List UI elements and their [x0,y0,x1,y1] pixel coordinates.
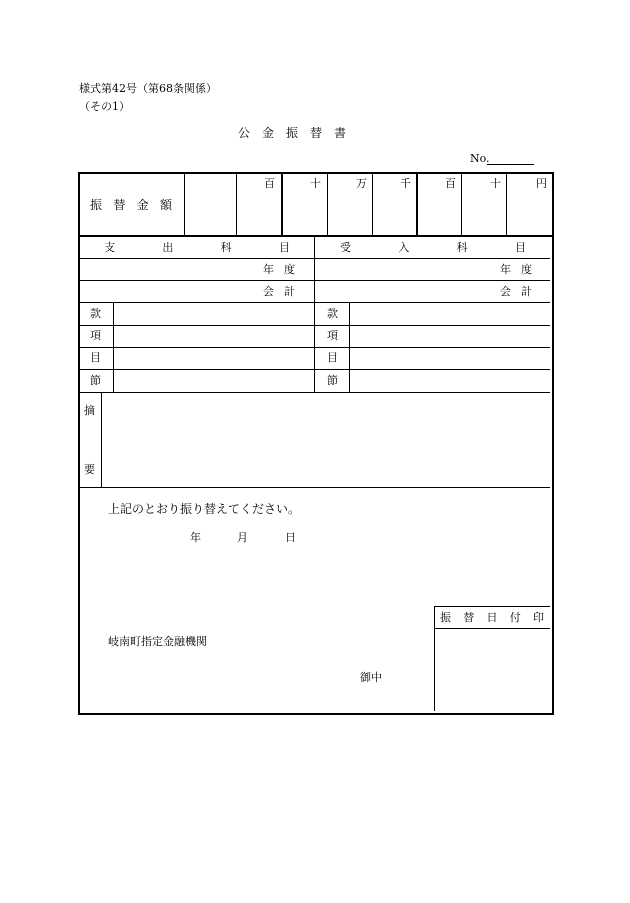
expenditure-account-label: 会計 [263,285,305,298]
digit-thousand: 千 [400,177,411,190]
label-char: 替 [113,198,126,212]
label-char: 金 [136,198,149,212]
revenue-moku: 目 [327,351,338,364]
sub-number: （その1） [79,100,130,113]
label-char: 受 [340,241,351,254]
summary-label-top: 摘 [84,404,95,417]
digit-hundred: 百 [264,177,275,190]
label-char: 日 [486,611,498,624]
revenue-kan: 款 [327,307,338,320]
label-char: 替 [463,611,475,624]
request-text: 上記のとおり振り替えてください。 [108,502,301,516]
digit-ten-2: 十 [490,177,501,190]
date-year: 年 [190,531,201,544]
digit-ten: 十 [310,177,321,190]
revenue-setsu: 節 [327,374,338,387]
label-char: 額 [159,198,172,212]
digit-hundred-2: 百 [445,177,456,190]
expenditure-kan: 款 [90,307,101,320]
summary-label-bottom: 要 [84,463,95,476]
label-char: 目 [278,241,290,254]
number-label: No. [470,152,490,165]
summary-field[interactable] [103,394,549,486]
document-title: 公 金 振 替 書 [238,126,347,140]
addressee: 岐南町指定金融機関 [108,635,207,648]
label-char: 科 [456,241,468,254]
label-char: 付 [509,611,521,624]
amount-divider [184,174,185,235]
form-number: 様式第42号（第68条関係） [79,82,217,95]
expenditure-kou: 項 [90,329,101,342]
date-day: 日 [285,531,296,544]
label-char: 入 [398,241,410,254]
honorific: 御中 [360,671,382,684]
label-char: 振 [440,611,451,624]
date-month: 月 [237,531,248,544]
revenue-year-label: 年度 [500,263,542,276]
label-char: 科 [220,241,232,254]
stamp-label [440,611,544,625]
revenue-account-label: 会計 [500,285,542,298]
label-char: 支 [104,241,115,254]
label-char: 出 [162,241,174,254]
label-char: 振 [90,198,103,212]
number-field-line [487,164,534,165]
label-char: 印 [533,611,544,624]
amount-bottom-line [80,235,552,237]
digit-ten-thousand: 万 [356,177,367,190]
digit-yen: 円 [536,177,547,190]
revenue-header [340,241,526,255]
stamp-area[interactable] [436,630,549,710]
expenditure-setsu: 節 [90,374,101,387]
expenditure-header [104,241,290,255]
label-char: 目 [514,241,526,254]
revenue-kou: 項 [327,329,338,342]
expenditure-moku: 目 [90,351,101,364]
expenditure-year-label: 年度 [263,263,305,276]
amount-label [90,198,172,212]
